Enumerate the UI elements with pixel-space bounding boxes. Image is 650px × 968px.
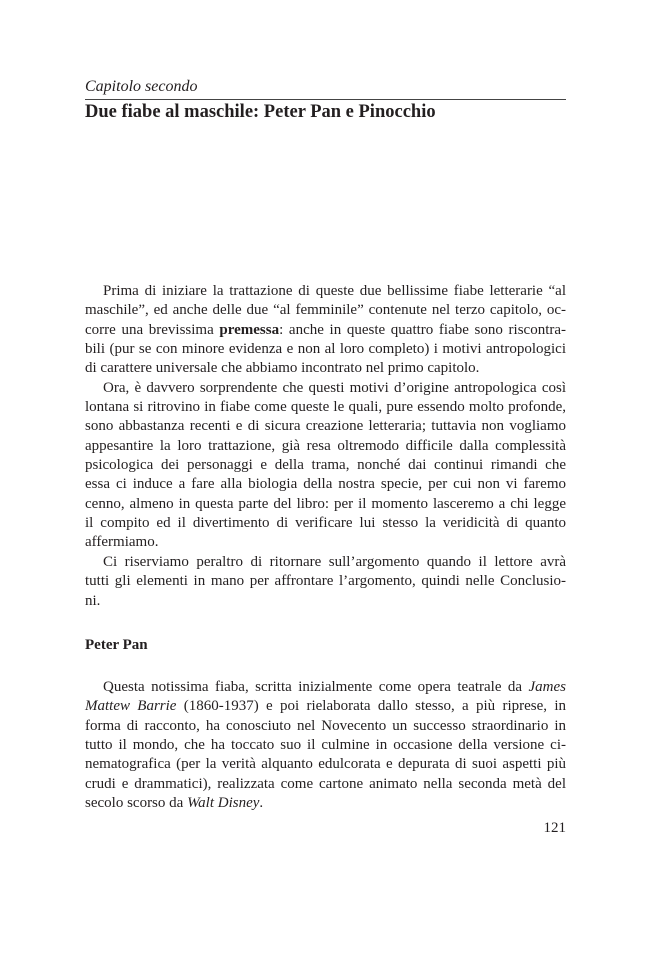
text-segment: sono abbastanza recenti e di sicura creazione letteraria; tuttavia non vogliamo <box>85 418 566 435</box>
text-line <box>85 755 566 774</box>
text-line <box>85 678 566 697</box>
text-line <box>85 417 566 436</box>
text-segment: : anche in queste quattro fiabe sono riscontra- <box>279 321 567 338</box>
text-line <box>85 398 566 417</box>
text-segment: corre una brevissima <box>85 321 220 338</box>
text-line <box>85 717 566 736</box>
text-segment: affermiamo. <box>85 534 159 551</box>
text-line <box>85 379 566 398</box>
text-segment: . <box>259 795 264 812</box>
text-segment: forma di racconto, ha conosciuto nel Novecento un successo straordinario in <box>85 717 566 734</box>
chapter-title: Due fiabe al maschile: Peter Pan e Pinocchio <box>85 102 436 122</box>
italic-text: James <box>528 679 566 695</box>
italic-text: Mattew Barrie <box>85 698 177 715</box>
text-line <box>85 697 566 716</box>
section-heading: Peter Pan <box>85 637 148 653</box>
bold-text: premessa <box>219 321 280 338</box>
text-segment: ni. <box>85 592 101 609</box>
italic-text: Walt Disney <box>187 795 260 812</box>
text-line <box>85 533 566 552</box>
page-number: 121 <box>543 820 566 836</box>
text-line <box>85 553 566 572</box>
text-segment: il compito ed il divertimento di verificare lui stesso la veridicità di quanto <box>85 515 566 532</box>
text-line <box>85 301 566 320</box>
text-line <box>85 495 566 514</box>
text-line <box>85 359 566 378</box>
text-line <box>85 340 566 359</box>
text-segment: appesantire la loro trattazione, già resa oltremodo difficile dalla complessità <box>85 437 566 454</box>
text-line <box>85 794 566 813</box>
text-line <box>85 592 566 611</box>
intro-paragraphs <box>85 282 566 611</box>
peter-pan-paragraph <box>85 678 566 813</box>
text-segment: psicologica dei personaggi e della trama, nonché dai continui rimandi che <box>85 457 566 474</box>
text-segment: tutti gli elementi in mano per affrontare l’argomento, quindi nelle Conclusio- <box>85 573 566 590</box>
text-segment: Ci riserviamo peraltro di ritornare sull’argomento quando il lettore avrà <box>103 553 566 570</box>
text-segment: Prima di iniziare la trattazione di queste due bellissime fiabe letterarie “al <box>103 283 566 299</box>
text-line <box>85 514 566 533</box>
text-segment: maschile”, ed anche delle due “al femminile” contenute nel terzo capitolo, oc- <box>85 302 566 319</box>
text-line <box>85 321 566 340</box>
text-segment: tutto il mondo, che ha toccato suo il culmine in occasione della versione ci- <box>85 737 566 754</box>
text-line <box>85 475 566 494</box>
text-line <box>85 456 566 475</box>
text-segment: Questa notissima fiaba, scritta inizialmente come opera teatrale da <box>103 679 529 695</box>
text-segment: nematografica (per la verità alquanto edulcorata e depurata di suoi aspetti più <box>85 756 566 773</box>
text-segment: cenno, almeno in questa parte del libro: per il momento lasceremo a chi legge <box>85 495 566 512</box>
text-segment: bili (pur se con minore evidenza e non al loro completo) i motivi antropologici <box>85 341 566 358</box>
text-segment: (1860-1937) e poi rielaborata dallo stesso, a più riprese, in <box>176 698 566 715</box>
chapter-label: Capitolo secondo <box>85 78 198 95</box>
header-divider <box>85 99 566 100</box>
text-line <box>85 572 566 591</box>
text-segment: lontana si ritrovino in fiabe come queste le quali, pure essendo molto profonde, <box>85 399 566 416</box>
text-segment: secolo scorso da <box>85 795 188 812</box>
text-segment: Ora, è davvero sorprendente che questi motivi d’origine antropologica così <box>103 379 566 396</box>
text-line <box>85 437 566 456</box>
text-line <box>85 736 566 755</box>
text-segment: crudi e drammatici), realizzata come cartone animato nella seconda metà del <box>85 775 566 792</box>
text-line <box>85 775 566 794</box>
text-segment: essa ci induce a fare alla biologia della nostra specie, per cui non vi faremo <box>85 476 566 493</box>
text-segment: di carattere universale che abbiamo incontrato nel primo capitolo. <box>85 360 480 377</box>
text-line <box>85 282 566 301</box>
